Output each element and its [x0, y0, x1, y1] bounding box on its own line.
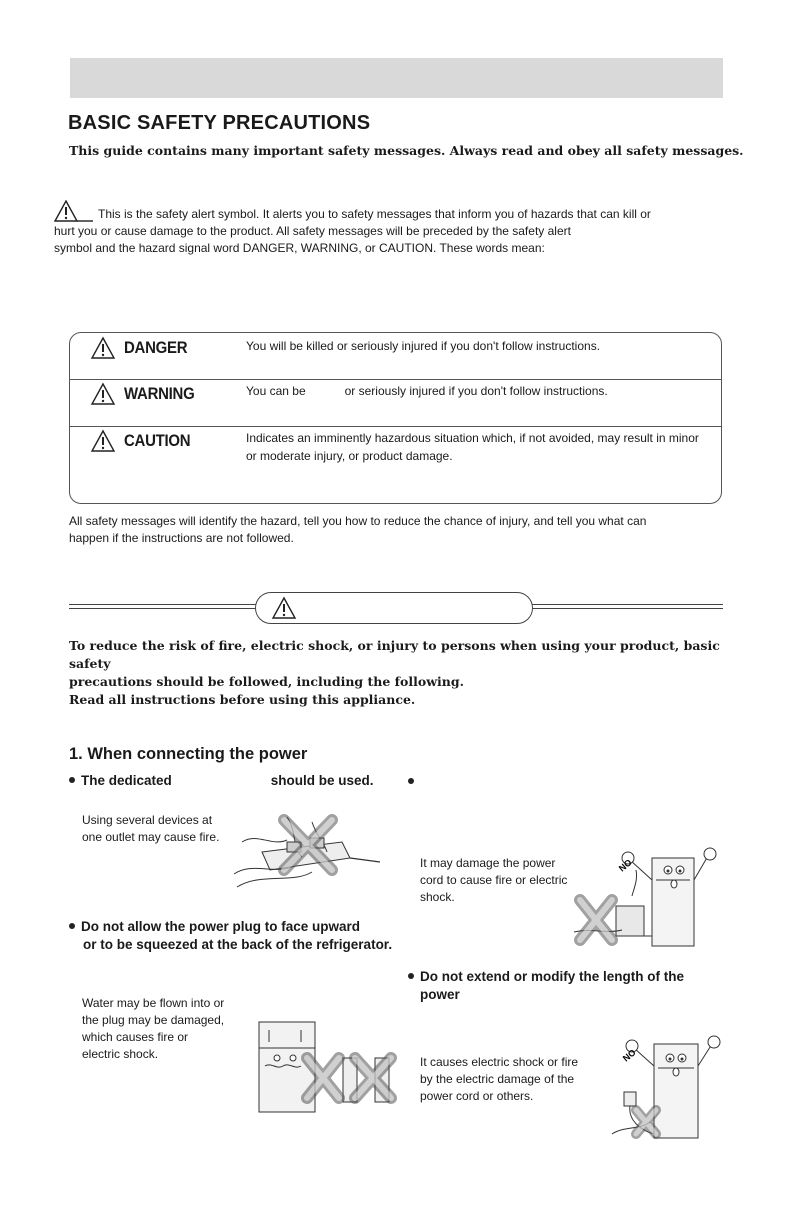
page-title: BASIC SAFETY PRECAUTIONS: [68, 112, 371, 134]
warning-triangle-icon: [90, 429, 116, 453]
bullet-4-line-1: Do not extend or modify the length of the: [420, 969, 684, 984]
reduce-line-3: Read all instructions before using this appliance.: [69, 692, 416, 707]
warning-text-b: or seriously injured if you don't follow instructions.: [344, 384, 608, 398]
warning-triangle-icon: [271, 596, 297, 620]
note-line: the plug may be damaged,: [82, 1013, 225, 1027]
warning-triangle-icon: [90, 382, 116, 406]
bullet-plug-upward: [69, 918, 392, 954]
divider-right: [532, 604, 723, 609]
note-line: one outlet may cause fire.: [82, 830, 220, 844]
no-label: NO: [616, 857, 634, 874]
table-divider: [70, 426, 721, 427]
bullet-dot: [408, 973, 414, 979]
warning-text: [246, 382, 706, 400]
bullet-dot: [69, 777, 75, 783]
section-title: 1. When connecting the power: [69, 745, 308, 763]
intro-paragraph: [54, 200, 734, 257]
caution-label: [90, 429, 199, 453]
note-line: It causes electric shock or fire: [420, 1055, 579, 1069]
intro-line-2: hurt you or cause damage to the product. All safety messages will be preceded by the safety alert: [54, 224, 571, 238]
danger-text: You will be killed or seriously injured if you don't follow instructions.: [246, 339, 601, 353]
bullet-1-a: The dedicated: [81, 773, 172, 788]
bullet-dot: [69, 923, 75, 929]
note-power-cord-damage: [420, 855, 567, 906]
reduce-risk-paragraph: [69, 637, 729, 709]
note-line: power cord or others.: [420, 1089, 534, 1103]
extended-cord-refrigerator-illustration: [600, 1030, 724, 1142]
signal-word-warning: WARNING: [124, 384, 195, 403]
intro-line-3: symbol and the hazard signal word DANGER, WARNING, or CAUTION. These words mean:: [54, 241, 545, 255]
note-water-plug: [82, 995, 224, 1063]
warning-triangle-icon: [90, 336, 116, 360]
note-line: Water may be flown into or: [82, 996, 225, 1010]
warning-triangle-icon: [54, 200, 94, 222]
signal-word-danger: DANGER: [124, 338, 188, 357]
note-line: Using several devices at: [82, 813, 213, 827]
signal-word-caution: CAUTION: [124, 431, 191, 450]
bullet-1-b: should be used.: [270, 773, 374, 788]
table-divider: [70, 379, 721, 380]
bullet-dedicated-outlet: [69, 772, 374, 790]
warning-text-a: You can be: [246, 384, 306, 398]
page-subtitle: This guide contains many important safety messages. Always read and obey all safety messages.: [69, 143, 744, 158]
warning-banner: [255, 592, 533, 624]
note-line: electric shock.: [82, 1047, 159, 1061]
note-line: cord to cause fire or electric: [420, 873, 568, 887]
bullet-extend-cord: [408, 968, 684, 1004]
note-line: It may damage the power: [420, 856, 556, 870]
bullet-3-line-1: Do not allow the power plug to face upward: [81, 919, 361, 934]
refrigerator-heavy-object-illustration: [572, 840, 722, 950]
note-line: by the electric damage of the: [420, 1072, 575, 1086]
signal-word-table: [69, 332, 722, 504]
reduce-line-1: To reduce the risk of fire, electric shock, or injury to persons when using your product, basic safety: [69, 638, 720, 671]
multi-plug-outlet-illustration: [232, 812, 382, 890]
note-electric-damage: [420, 1054, 578, 1105]
reduce-line-2: precautions should be followed, including the following.: [69, 674, 464, 689]
note-several-devices: [82, 812, 219, 846]
bullet-dot: [408, 778, 414, 784]
warning-label: [90, 382, 204, 406]
header-bar: [70, 58, 723, 98]
divider-left: [69, 604, 256, 609]
intro-line-1: This is the safety alert symbol. It alerts you to safety messages that inform you of hazards that can kill or: [98, 207, 651, 221]
note-line: which causes fire or: [82, 1030, 189, 1044]
danger-label: [90, 336, 196, 360]
bullet-3-line-2: or to be squeezed at the back of the refrigerator.: [83, 937, 393, 952]
caution-text: Indicates an imminently hazardous situation which, if not avoided, may result in minor or moderate injury, or product damage.: [246, 431, 699, 463]
all-messages-paragraph: [69, 513, 729, 547]
squeezed-plug-illustration: [255, 1018, 405, 1114]
note-line: shock.: [420, 890, 455, 904]
bullet-4-line-2: power: [420, 987, 460, 1002]
all-messages-line-1: All safety messages will identify the hazard, tell you how to reduce the chance of injury, and tell you what can: [69, 514, 647, 528]
no-label: NO: [620, 1047, 638, 1064]
all-messages-line-2: happen if the instructions are not followed.: [69, 531, 294, 545]
